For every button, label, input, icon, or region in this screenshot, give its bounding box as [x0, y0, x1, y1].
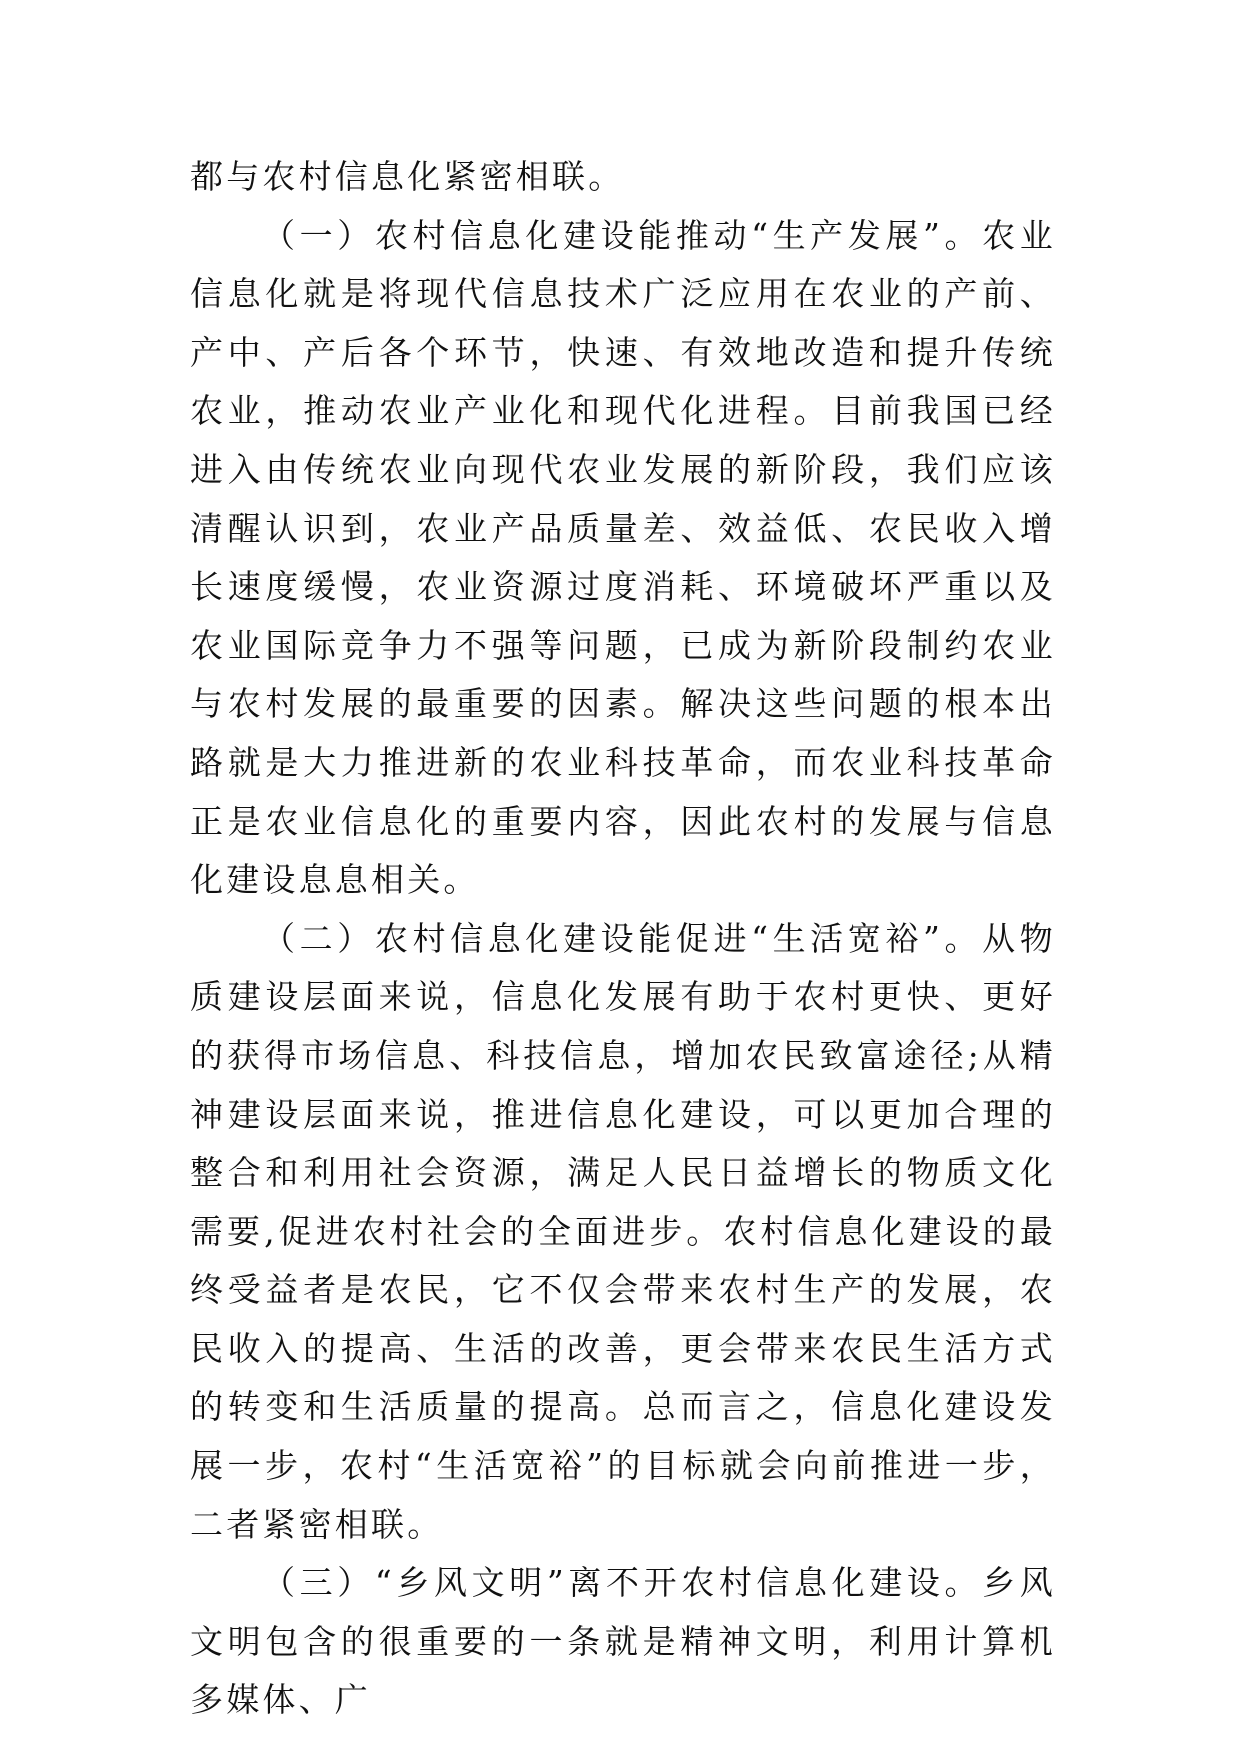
paragraph-section-1: （一）农村信息化建设能推动“生产发展”。农业信息化就是将现代信息技术广泛应用在农业的产前、产中、产后各个环节，快速、有效地改造和提升传统农业，推动农业产业化和现代化进程。目前我国已经进入由传统农业向现代农业发展的新阶段，我们应该清醒认识到，农业产品质量差、效益低、农民收入增长速度缓慢，农业资源过度消耗、环境破坏严重以及农业国际竞争力不强等问题，已成为新阶段制约农业与农村发展的最重要的因素。解决这些问题的根本出路就是大力推进新的农业科技革命，而农业科技革命正是农业信息化的重要内容，因此农村的发展与信息化建设息息相关。 [190, 215, 1056, 900]
paragraph-continuation: 都与农村信息化紧密相联。 [190, 157, 625, 196]
document-page [190, 148, 1056, 1730]
paragraph-section-3: （三）“乡风文明”离不开农村信息化建设。乡风文明包含的很重要的一条就是精神文明，利用计算机多媒体、广 [190, 1563, 1056, 1720]
paragraph-section-2: （二）农村信息化建设能促进“生活宽裕”。从物质建设层面来说，信息化发展有助于农村更快、更好的获得市场信息、科技信息，增加农民致富途径;从精神建设层面来说，推进信息化建设，可以更加合理的整合和利用社会资源，满足人民日益增长的物质文化需要,促进农村社会的全面进步。农村信息化建设的最终受益者是农民，它不仅会带来农村生产的发展，农民收入的提高、生活的改善，更会带来农民生活方式的转变和生活质量的提高。总而言之，信息化建设发展一步，农村“生活宽裕”的目标就会向前推进一步，二者紧密相联。 [190, 918, 1056, 1544]
